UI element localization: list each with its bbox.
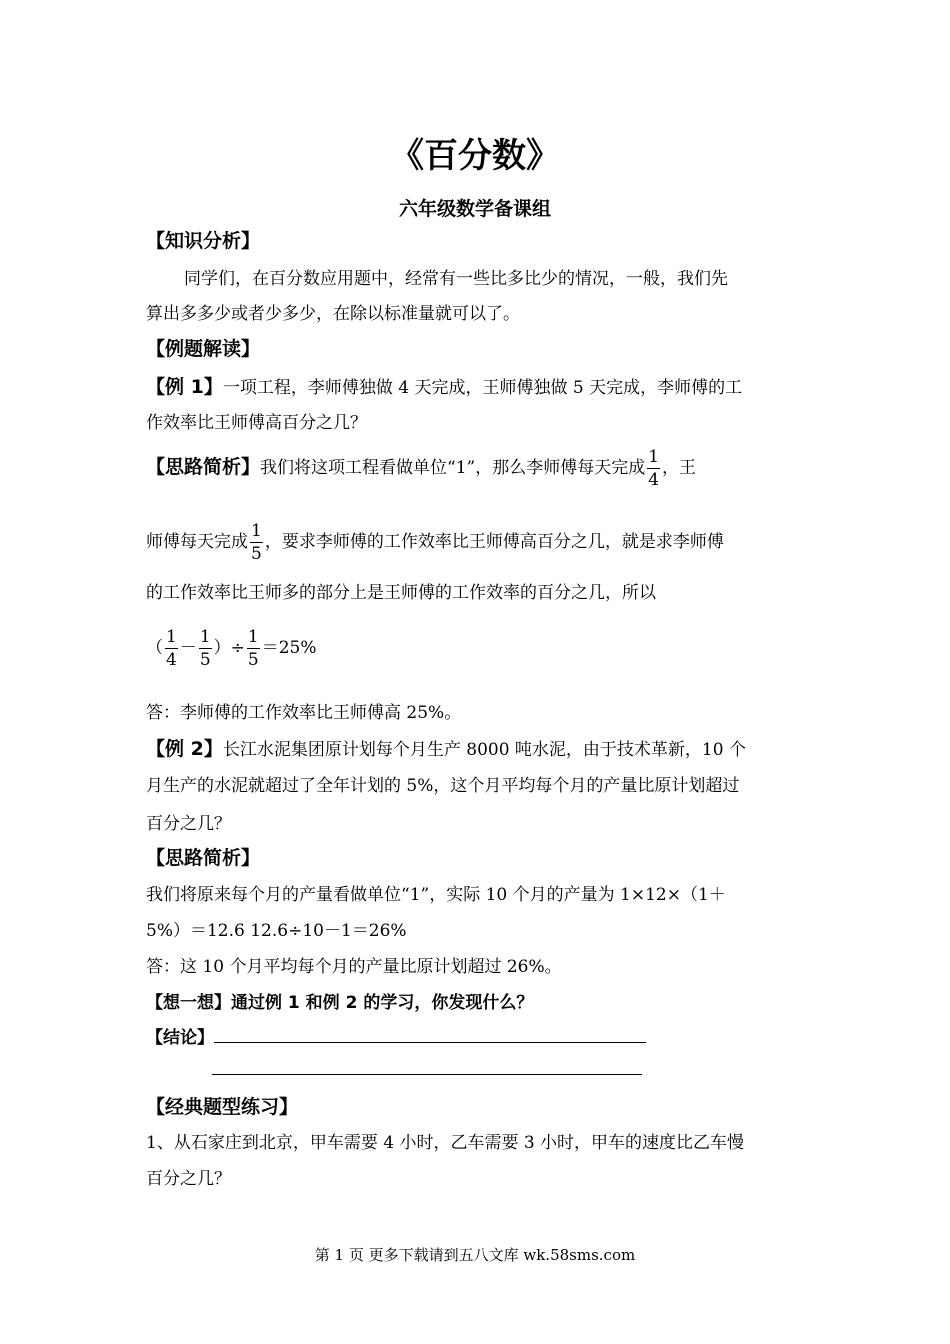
think-text: 通过例 1 和例 2 的学习，你发现什么？ bbox=[231, 993, 534, 1013]
conclusion-blank-row-2 bbox=[212, 1058, 642, 1081]
fraction-one-fifth: $\frac{1}{5}$ bbox=[251, 521, 262, 564]
section-heading-knowledge: 【知识分析】 bbox=[146, 230, 261, 252]
knowledge-paragraph-line-2: 算出多多少或者少多少，在除以标准量就可以了。 bbox=[146, 304, 520, 324]
example-2-analysis-line-1: 我们将原来每个月的产量看做单位“1”，实际 10 个月的产量为 1×12×（1＋ bbox=[146, 885, 726, 905]
formula-fraction-3: $\frac{1}{5}$ bbox=[247, 627, 259, 670]
conclusion-label: 【结论】 bbox=[146, 1028, 214, 1048]
knowledge-paragraph-line-1: 同学们，在百分数应用题中，经常有一些比多比少的情况，一般，我们先 bbox=[184, 269, 728, 289]
example-1-analysis-line-3: 的工作效率比王师多的部分上是王师傅的工作效率的百分之几，所以 bbox=[146, 583, 656, 603]
section-heading-examples: 【例题解读】 bbox=[146, 338, 261, 360]
example-1-analysis-line-1: 【思路简析】我们将这项工程看做单位“1”，那么李师傅每天完成 $\frac{1}{4}$ ，王 bbox=[146, 447, 697, 490]
example-1-formula: （ $\frac{1}{4}$ － $\frac{1}{5}$ ）÷ $\frac{1}{5}$ ＝25% bbox=[146, 627, 317, 670]
practice-question-1-line-2: 百分之几？ bbox=[146, 1169, 231, 1189]
example-2-answer: 答：这 10 个月平均每个月的产量比原计划超过 26%。 bbox=[146, 957, 562, 977]
formula-fraction-1: $\frac{1}{4}$ bbox=[166, 627, 177, 670]
page-title: 《百分数》 bbox=[390, 136, 560, 176]
fraction-one-quarter: $\frac{1}{4}$ bbox=[648, 447, 660, 490]
example-2-analysis-heading: 【思路简析】 bbox=[146, 847, 261, 869]
practice-question-1-line-1: 1、从石家庄到北京，甲车需要 4 小时，乙车需要 3 小时，甲车的速度比乙车慢 bbox=[146, 1133, 745, 1153]
example-1-line-2: 作效率比王师傅高百分之几？ bbox=[146, 413, 367, 433]
practice-heading: 【经典题型练习】 bbox=[146, 1096, 299, 1118]
example-1-analysis-line-2: 师傅每天完成 $\frac{1}{5}$ ，要求李师傅的工作效率比王师傅高百分之几，就是求李师傅 bbox=[146, 521, 724, 564]
example-2-label: 【例 2】 bbox=[146, 738, 223, 760]
conclusion-row bbox=[146, 1026, 646, 1049]
example-2-line-2: 月生产的水泥就超过了全年计划的 5%，这个月平均每个月的产量比原计划超过 bbox=[146, 776, 740, 796]
example-1-line-1 bbox=[146, 376, 742, 399]
analysis-label: 【思路简析】 bbox=[146, 456, 261, 478]
page-subtitle: 六年级数学备课组 bbox=[398, 198, 551, 220]
page-footer: 第 1 页 更多下载请到五八文库 wk.58sms.com bbox=[314, 1246, 636, 1264]
formula-fraction-2: $\frac{1}{5}$ bbox=[199, 627, 211, 670]
conclusion-blank-line-2[interactable] bbox=[212, 1058, 642, 1075]
example-1-text: 一项工程，李师傅独做 4 天完成，王师傅独做 5 天完成，李师傅的工 bbox=[222, 378, 743, 398]
example-2-analysis-line-2: 5%）＝12.6 12.6÷10－1＝26% bbox=[146, 921, 407, 941]
think-prompt bbox=[146, 992, 533, 1014]
example-1-label: 【例 1】 bbox=[146, 376, 223, 398]
example-2-line-1: 【例 2】长江水泥集团原计划每个月生产 8000 吨水泥，由于技术革新，10 个 bbox=[146, 738, 746, 760]
example-1-answer: 答：李师傅的工作效率比王师傅高 25%。 bbox=[146, 703, 462, 723]
example-2-line-3: 百分之几？ bbox=[146, 814, 231, 834]
conclusion-blank-line-1[interactable] bbox=[214, 1026, 646, 1043]
think-label: 【想一想】 bbox=[146, 993, 231, 1013]
